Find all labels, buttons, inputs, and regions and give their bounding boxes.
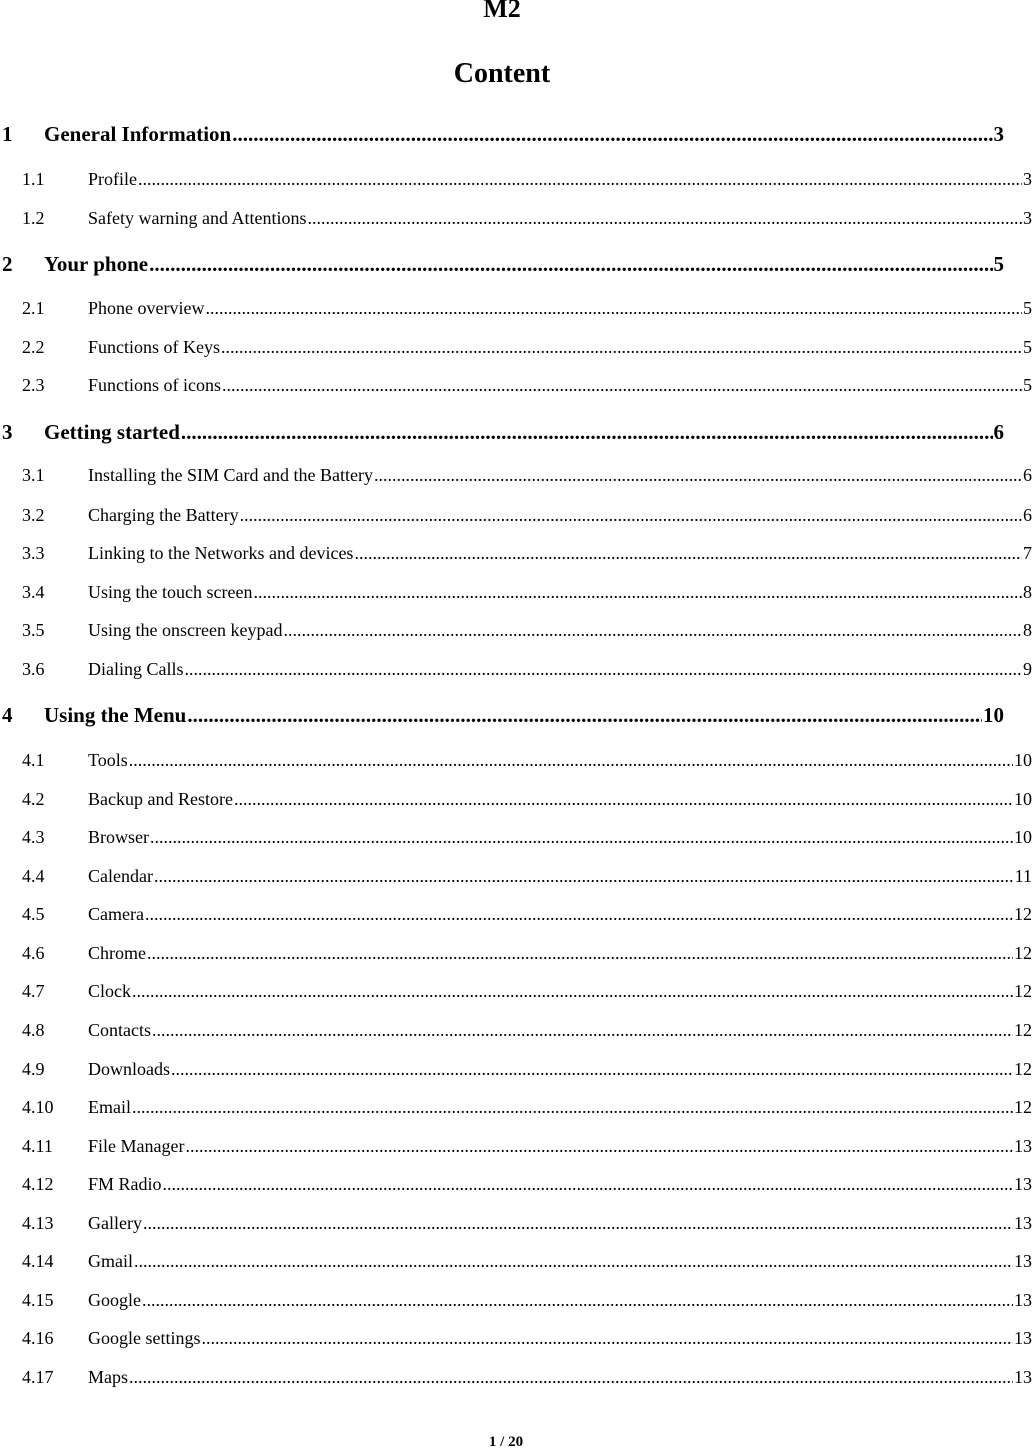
toc-entry-label: Safety warning and Attentions [88,208,307,228]
toc-entry-page-number: 6 [1023,505,1032,525]
dot-leader [234,789,1013,810]
toc-entry-page-number: 12 [1014,943,1032,963]
toc-section-entry[interactable] [22,904,1032,925]
dot-leader [132,1097,1013,1118]
toc-entry-number: 4.7 [22,981,45,1001]
dot-leader [134,1251,1013,1272]
toc-entry-number: 3.5 [22,620,45,640]
toc-entry-page-number: 5 [1023,337,1032,357]
toc-entry-page-number: 12 [1014,904,1032,924]
dot-leader [202,1328,1014,1349]
toc-section-entry[interactable] [22,659,1032,680]
toc-entry-number: 4.13 [22,1213,54,1233]
toc-entry-label: Clock [88,981,131,1001]
toc-entry-page-number: 13 [1014,1174,1032,1194]
toc-chapter-entry[interactable] [2,122,1004,147]
toc-entry-label: Profile [88,169,137,189]
toc-entry-page-number: 12 [1014,1097,1032,1117]
toc-section-entry[interactable] [22,1174,1032,1195]
toc-entry-page-number: 8 [1023,620,1032,640]
toc-section-entry[interactable] [22,750,1032,771]
dot-leader [149,252,992,277]
dot-leader [205,298,1022,319]
toc-entry-label: Backup and Restore [88,789,233,809]
toc-section-entry[interactable] [22,208,1032,229]
toc-entry-page-number: 13 [1014,1136,1032,1156]
toc-section-entry[interactable] [22,582,1032,603]
dot-leader [132,981,1013,1002]
dot-leader [129,1367,1013,1388]
toc-section-entry[interactable] [22,620,1032,641]
toc-section-entry[interactable] [22,1213,1032,1234]
dot-leader [240,505,1022,526]
toc-entry-number: 3.6 [22,659,45,679]
dot-leader [374,465,1022,486]
dot-leader [152,1020,1013,1041]
toc-entry-label: Camera [88,904,144,924]
toc-entry-page-number: 10 [1014,827,1032,847]
toc-entry-label: Gallery [88,1213,142,1233]
toc-entry-label: Email [88,1097,131,1117]
toc-entry-page-number: 10 [983,703,1004,727]
toc-entry-number: 4.14 [22,1251,54,1271]
toc-entry-page-number: 7 [1023,543,1032,563]
toc-entry-number: 4.15 [22,1290,54,1310]
toc-entry-number: 2.3 [22,375,45,395]
dot-leader [163,1174,1013,1195]
dot-leader [145,904,1013,925]
toc-entry-number: 1 [2,122,13,146]
toc-entry-number: 4.2 [22,789,45,809]
toc-section-entry[interactable] [22,866,1032,887]
toc-entry-page-number: 13 [1014,1213,1032,1233]
toc-entry-number: 2.2 [22,337,45,357]
toc-entry-page-number: 13 [1014,1328,1032,1348]
dot-leader [232,122,992,147]
toc-entry-label: Google [88,1290,141,1310]
toc-entry-label: Phone overview [88,298,205,318]
toc-entry-number: 4.3 [22,827,45,847]
toc-entry-label: Google settings [88,1328,201,1348]
dot-leader [129,750,1013,771]
dot-leader [143,1213,1013,1234]
toc-entry-page-number: 12 [1014,1020,1032,1040]
toc-entry-page-number: 6 [1023,465,1032,485]
dot-leader [253,582,1022,603]
toc-entry-page-number: 9 [1023,659,1032,679]
toc-entry-page-number: 3 [1023,169,1032,189]
document-model-title: M2 [483,0,521,23]
toc-entry-page-number: 6 [993,420,1004,444]
page-footer: 1 / 20 [488,1434,524,1450]
toc-section-entry[interactable] [22,465,1032,486]
toc-entry-number: 1.1 [22,169,45,189]
toc-entry-page-number: 11 [1014,866,1032,886]
dot-leader [142,1290,1013,1311]
toc-entry-number: 4.10 [22,1097,54,1117]
toc-entry-number: 3.1 [22,465,45,485]
toc-entry-page-number: 12 [1014,1059,1032,1079]
toc-section-entry[interactable] [22,827,1032,848]
toc-entry-page-number: 3 [993,122,1004,146]
toc-section-entry[interactable] [22,1097,1032,1118]
toc-entry-label: Charging the Battery [88,505,239,525]
toc-entry-label: Using the Menu [44,703,187,727]
dot-leader [354,543,1022,564]
toc-entry-label: Using the onscreen keypad [88,620,283,640]
toc-entry-page-number: 5 [993,252,1004,276]
toc-entry-number: 3 [2,420,13,444]
toc-entry-number: 4.9 [22,1059,45,1079]
toc-entry-page-number: 13 [1014,1367,1032,1387]
toc-entry-label: File Manager [88,1136,185,1156]
toc-entry-page-number: 5 [1023,298,1032,318]
toc-section-entry[interactable] [22,981,1032,1002]
toc-entry-page-number: 5 [1023,375,1032,395]
toc-entry-number: 4.11 [22,1136,53,1156]
toc-entry-page-number: 10 [1014,789,1032,809]
toc-section-entry[interactable] [22,1290,1032,1311]
dot-leader [185,1136,1013,1157]
toc-entry-page-number: 13 [1014,1290,1032,1310]
toc-entry-number: 4 [2,703,13,727]
toc-entry-page-number: 12 [1014,981,1032,1001]
toc-section-entry[interactable] [22,1059,1032,1080]
toc-entry-label: Maps [88,1367,128,1387]
toc-entry-label: Contacts [88,1020,151,1040]
toc-entry-number: 4.17 [22,1367,54,1387]
dot-leader [222,375,1022,396]
toc-entry-label: Tools [88,750,128,770]
toc-entry-label: Getting started [44,420,180,444]
toc-section-entry[interactable] [22,1328,1032,1349]
toc-section-entry[interactable] [22,375,1032,396]
toc-entry-label: Calendar [88,866,153,886]
toc-section-entry[interactable] [22,337,1032,358]
toc-entry-number: 3.3 [22,543,45,563]
toc-entry-number: 2 [2,252,13,276]
toc-entry-label: Dialing Calls [88,659,184,679]
dot-leader [154,866,1014,887]
toc-entry-page-number: 8 [1023,582,1032,602]
toc-entry-label: FM Radio [88,1174,162,1194]
toc-entry-number: 4.6 [22,943,45,963]
toc-entry-page-number: 3 [1023,208,1032,228]
toc-section-entry[interactable] [22,789,1032,810]
toc-section-entry[interactable] [22,1020,1032,1041]
toc-section-entry[interactable] [22,1136,1032,1157]
dot-leader [138,169,1022,190]
toc-section-entry[interactable] [22,943,1032,964]
dot-leader [221,337,1022,358]
toc-entry-label: Browser [88,827,149,847]
toc-chapter-entry[interactable] [2,252,1004,277]
dot-leader [150,827,1013,848]
toc-section-entry[interactable] [22,1367,1032,1388]
dot-leader [181,420,993,445]
toc-entry-label: Linking to the Networks and devices [88,543,354,563]
toc-chapter-entry[interactable] [2,420,1004,445]
toc-entry-label: Functions of Keys [88,337,220,357]
toc-entry-page-number: 10 [1014,750,1032,770]
toc-section-entry[interactable] [22,169,1032,190]
toc-entry-number: 2.1 [22,298,45,318]
toc-section-entry[interactable] [22,298,1032,319]
toc-entry-number: 4.4 [22,866,45,886]
dot-leader [187,703,982,728]
toc-entry-label: General Information [44,122,232,146]
toc-entry-label: Using the touch screen [88,582,253,602]
toc-entry-number: 4.16 [22,1328,54,1348]
dot-leader [283,620,1022,641]
toc-entry-label: Functions of icons [88,375,221,395]
toc-entry-number: 4.1 [22,750,45,770]
toc-entry-number: 4.8 [22,1020,45,1040]
toc-entry-label: Installing the SIM Card and the Battery [88,465,373,485]
dot-leader [171,1059,1013,1080]
toc-entry-number: 4.5 [22,904,45,924]
toc-entry-number: 3.4 [22,582,45,602]
toc-entry-number: 3.2 [22,505,45,525]
toc-entry-number: 4.12 [22,1174,54,1194]
toc-section-entry[interactable] [22,505,1032,526]
toc-heading: Content [453,58,551,89]
dot-leader [147,943,1013,964]
toc-entry-label: Gmail [88,1251,133,1271]
toc-entry-number: 1.2 [22,208,45,228]
dot-leader [185,659,1023,680]
toc-entry-page-number: 13 [1014,1251,1032,1271]
toc-entry-label: Your phone [44,252,149,276]
toc-entry-label: Downloads [88,1059,170,1079]
dot-leader [307,208,1022,229]
toc-section-entry[interactable] [22,1251,1032,1272]
toc-section-entry[interactable] [22,543,1032,564]
toc-entry-label: Chrome [88,943,146,963]
toc-chapter-entry[interactable] [2,703,1004,728]
